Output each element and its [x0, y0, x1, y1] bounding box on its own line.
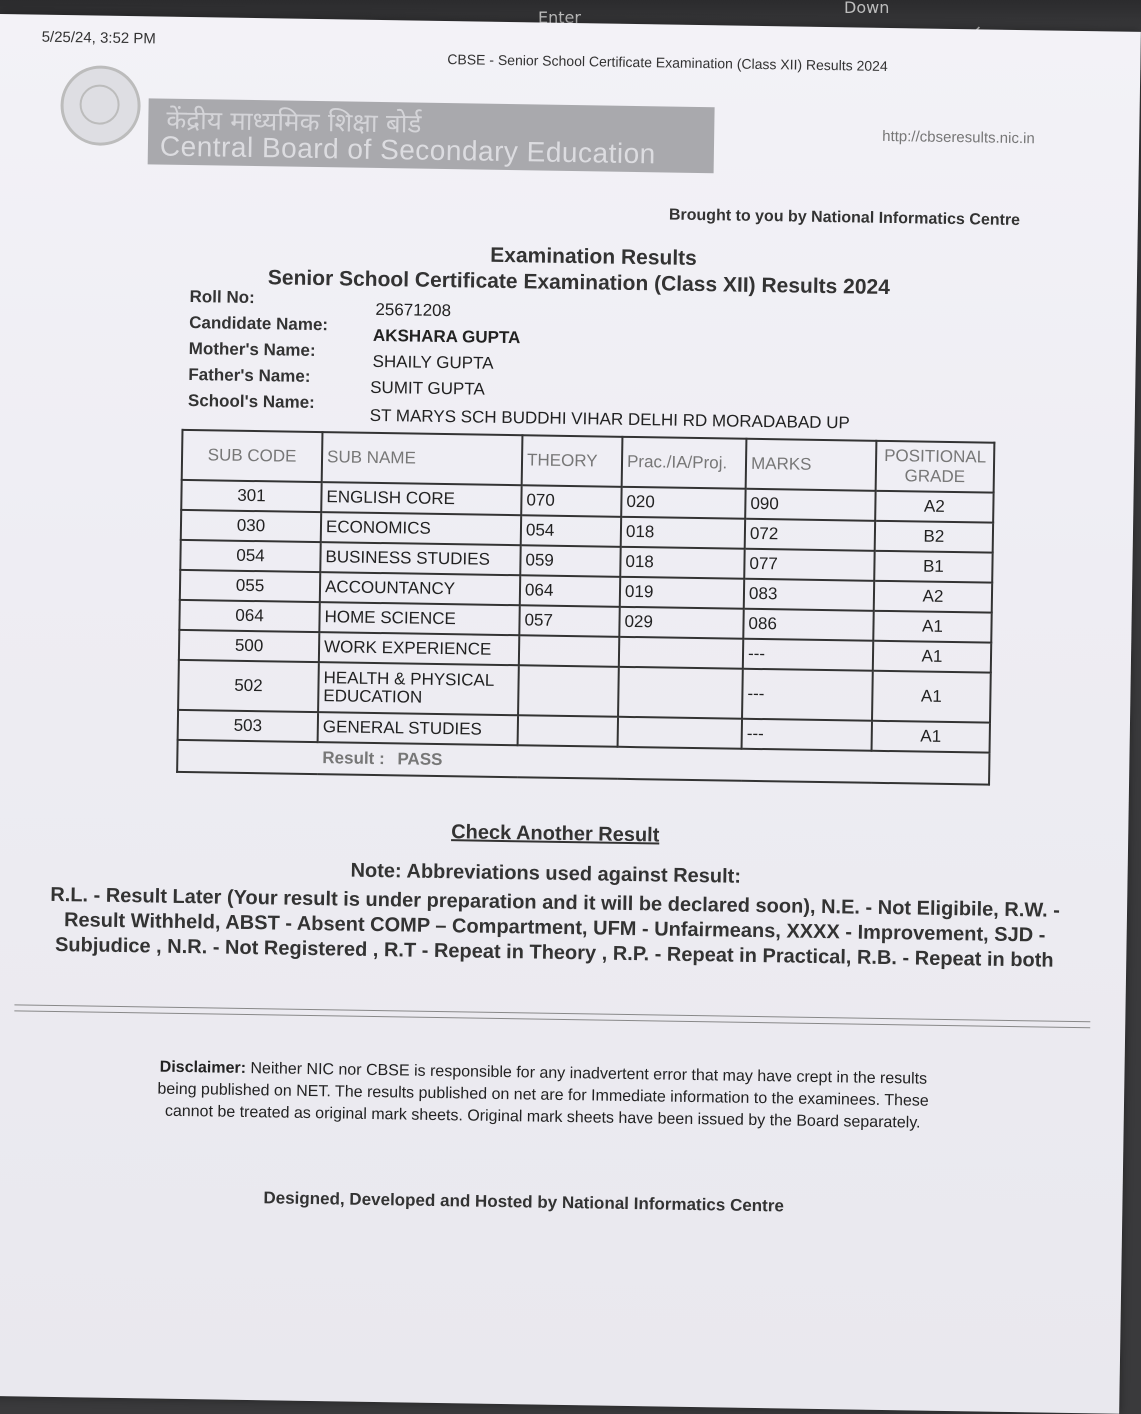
total-marks: ---: [742, 719, 872, 751]
down-key-label: Down: [844, 0, 890, 17]
disclaimer: [143, 1056, 944, 1135]
theory-marks: 064: [520, 575, 620, 607]
cbse-banner: [148, 98, 715, 173]
sub-name: HOME SCIENCE: [319, 602, 519, 635]
prac-marks: 018: [620, 547, 744, 579]
page-title: Examination Results: [490, 243, 697, 270]
exam-title: Senior School Certificate Examination (Class XII) Results 2024: [267, 266, 891, 300]
header-grade: POSITIONAL GRADE: [876, 441, 995, 493]
sub-name: WORK EXPERIENCE: [319, 632, 519, 665]
sub-name: ECONOMICS: [321, 512, 521, 545]
header-marks: MARKS: [746, 439, 877, 491]
banner-hindi: केंद्रीय माध्यमिक शिक्षा बोर्ड: [166, 105, 422, 140]
candidate-label: Candidate Name:: [189, 313, 329, 335]
school-value: ST MARYS SCH BUDDHI VIHAR DELHI RD MORADABAD UP: [369, 405, 851, 433]
header-sub-name: SUB NAME: [322, 432, 523, 485]
grade: A1: [873, 611, 991, 643]
grade: A1: [872, 671, 991, 723]
nic-credit: Brought to you by National Informatics Centre: [668, 206, 1021, 230]
check-another-result-link[interactable]: Check Another Result: [451, 821, 660, 847]
print-datetime: 5/25/24, 3:52 PM: [41, 28, 157, 48]
theory-marks: [519, 635, 619, 667]
sub-name: BUSINESS STUDIES: [320, 542, 520, 575]
sub-name: HEALTH & PHYSICAL EDUCATION: [318, 662, 519, 715]
disclaimer-label: Disclaimer:: [159, 1058, 247, 1077]
sub-code: 502: [178, 660, 319, 712]
grade: A2: [875, 491, 993, 523]
sub-code: 055: [180, 570, 320, 602]
total-marks: 072: [745, 519, 875, 551]
header-practical: Prac./IA/Proj.: [622, 437, 747, 489]
theory-marks: 059: [520, 545, 620, 577]
prac-marks: [618, 667, 743, 719]
footer-credit: Designed, Developed and Hosted by National Informatics Centre: [263, 1188, 785, 1216]
total-marks: 090: [745, 489, 875, 521]
sub-name: ACCOUNTANCY: [320, 572, 520, 605]
total-marks: 077: [744, 549, 874, 581]
sub-code: 030: [181, 510, 321, 542]
candidate-value: AKSHARA GUPTA: [372, 325, 521, 348]
disclaimer-text: Neither NIC nor CBSE is responsible for any inadvertent error that may have crept in the results being published on NET. The results published on net are for Immediate information to the examinees. These cannot be treated as original mark sheets. Original mark sheets have been issued by the Board separately.: [157, 1060, 929, 1132]
grade: A1: [872, 721, 990, 753]
note-title: Note: Abbreviations used against Result:: [350, 859, 742, 888]
print-url: http://cbseresults.nic.in: [882, 127, 1035, 148]
cbse-emblem-icon: [60, 65, 141, 146]
sub-name: ENGLISH CORE: [321, 482, 521, 515]
prac-marks: [618, 717, 742, 749]
mother-value: SHAILY GUPTA: [372, 351, 494, 373]
roll-label: Roll No:: [189, 287, 255, 308]
prac-marks: 018: [621, 517, 745, 549]
enter-key-label: Enter: [538, 8, 581, 27]
total-marks: ---: [743, 639, 873, 671]
sub-code: 503: [178, 710, 318, 742]
grade: B1: [874, 551, 992, 583]
grade: A2: [874, 581, 992, 613]
printed-page: [0, 14, 1141, 1414]
theory-marks: [518, 715, 618, 747]
prac-marks: 020: [621, 487, 745, 519]
sub-name: GENERAL STUDIES: [318, 712, 518, 745]
print-title: CBSE - Senior School Certificate Examination (Class XII) Results 2024: [447, 51, 888, 74]
mother-label: Mother's Name:: [188, 339, 316, 360]
father-label: Father's Name:: [188, 365, 311, 386]
prac-marks: 019: [620, 577, 744, 609]
theory-marks: [518, 665, 619, 717]
grade: A1: [873, 641, 991, 673]
header-sub-code: SUB CODE: [182, 430, 323, 482]
school-label: School's Name:: [187, 391, 315, 412]
theory-marks: 057: [519, 605, 619, 637]
total-marks: ---: [742, 669, 873, 721]
header-theory: THEORY: [522, 435, 623, 487]
theory-marks: 070: [521, 485, 621, 517]
sub-code: 064: [179, 600, 319, 632]
theory-marks: 054: [521, 515, 621, 547]
sub-code: 054: [180, 540, 320, 572]
marks-table: [176, 429, 995, 786]
prac-marks: 029: [619, 607, 743, 639]
father-value: SUMIT GUPTA: [370, 377, 485, 399]
result-label: Result :: [322, 748, 385, 769]
abbreviations-note: R.L. - Result Later (Your result is under preparation and it will be declared soon), N.E. - Not Eligibile, R.W. - Result Withheld, ABST - Absent COMP – Compartment, UFM - Unfairmeans, XXXX - Improvement, SJD - Subjudice , N.R. - Not Registered , R.T - Repeat in Theory , R.P. - Repeat in Practical, R.B. - Repeat in both: [50, 883, 1061, 972]
banner-english: Central Board of Secondary Education: [159, 130, 656, 170]
result-value: PASS: [397, 749, 443, 770]
grade: B2: [875, 521, 993, 553]
sub-code: 301: [181, 480, 321, 512]
roll-value: 25671208: [375, 299, 452, 321]
prac-marks: [619, 637, 743, 669]
total-marks: 086: [743, 609, 873, 641]
total-marks: 083: [744, 579, 874, 611]
sub-code: 500: [179, 630, 319, 662]
